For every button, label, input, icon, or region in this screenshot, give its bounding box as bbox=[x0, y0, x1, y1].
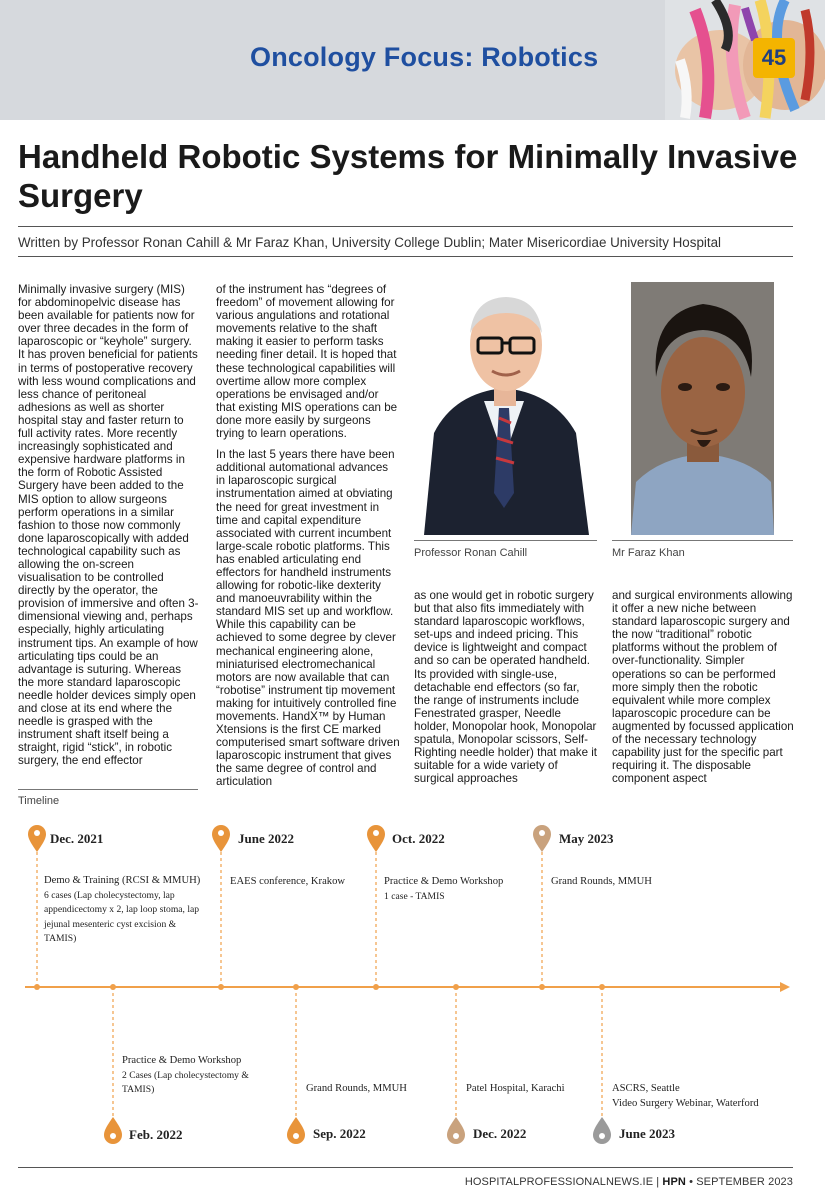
location-pin-icon bbox=[28, 825, 46, 852]
timeline-event bbox=[230, 875, 380, 890]
timeline-event-title: Grand Rounds, MMUH bbox=[306, 1083, 407, 1094]
footer-rule bbox=[18, 1167, 793, 1168]
caption-rule bbox=[612, 540, 793, 541]
timeline-event bbox=[384, 875, 534, 904]
body-paragraph: of the instrument has “degrees of freedom” of movement allowing for various angulations and rotational movements relative to the shaft making it easier to perform tasks needing finer detail. It is hoped that these technological capabilities will overtime allow more complex operations be envisaged and/or that existing MIS operations can be done more easily by surgeons trying to learn operations. bbox=[216, 283, 398, 441]
timeline-event-title: ASCRS, Seattle bbox=[612, 1083, 680, 1094]
timeline-event bbox=[466, 1082, 606, 1097]
timeline-date: Oct. 2022 bbox=[392, 831, 445, 846]
location-pin-icon bbox=[447, 1117, 465, 1144]
timeline-date: Dec. 2022 bbox=[473, 1126, 527, 1141]
location-pin-icon bbox=[593, 1117, 611, 1144]
body-column-1 bbox=[18, 283, 200, 775]
timeline-label: Timeline bbox=[18, 795, 60, 807]
timeline-event bbox=[44, 874, 204, 947]
timeline-event bbox=[612, 1082, 802, 1111]
photo-faraz-khan bbox=[631, 282, 774, 535]
timeline-event-detail: 6 cases (Lap cholecystectomy, lap appendicectomy x 2, lap loop stoma, lap jejunal mesenteric cyst excision & TAMIS) bbox=[44, 889, 200, 944]
timeline-dot bbox=[293, 984, 299, 990]
caption-rule bbox=[414, 540, 597, 541]
photo-caption-cahill: Professor Ronan Cahill bbox=[414, 547, 528, 559]
location-pin-icon bbox=[367, 825, 385, 852]
timeline-dot bbox=[453, 984, 459, 990]
photo-ronan-cahill bbox=[414, 283, 596, 535]
location-pin-icon bbox=[104, 1117, 122, 1144]
body-column-2 bbox=[216, 283, 400, 797]
footer-brand: HPN bbox=[662, 1176, 686, 1188]
timeline-date: Sep. 2022 bbox=[313, 1126, 366, 1141]
body-paragraph: In the last 5 years there have been additional automational advances in laparoscopic surgical instrumentation aimed at obviating the need for great investment in time and capital expenditure associated with current incumbent large-scale robotic platforms. This has enabled articulating end effectors for handheld instruments allowing for robotic-like dexterity and manoeuvrability within the standard MIS set up and workflow. While this capability can be achieved to some degree by clever mechanical engineering alone, miniaturised electromechanical motors are now available that can “robotise” instrument tip movement making for intuitively controlled fine movements. HandX™ by Human Xtensions is the first CE marked computerised smart software driven laparoscopic instrument that gives the same degree of control and articulation bbox=[216, 448, 400, 789]
footer-issue: SEPTEMBER 2023 bbox=[696, 1176, 793, 1188]
timeline-event-detail: Video Surgery Webinar, Waterford bbox=[612, 1097, 759, 1109]
article-title: Handheld Robotic Systems for Minimally Invasive Surgery bbox=[18, 138, 798, 214]
location-pin-icon bbox=[287, 1117, 305, 1144]
timeline-date: Dec. 2021 bbox=[50, 831, 104, 846]
location-pin-icon bbox=[212, 825, 230, 852]
timeline-dot bbox=[34, 984, 40, 990]
timeline-event-title: Demo & Training (RCSI & MMUH) bbox=[44, 875, 201, 886]
timeline-event-title: EAES conference, Krakow bbox=[230, 876, 346, 887]
location-pin-icon bbox=[533, 825, 551, 852]
section-title: Oncology Focus: Robotics bbox=[250, 42, 599, 72]
timeline-axis bbox=[25, 982, 790, 992]
timeline-dot bbox=[539, 984, 545, 990]
page-number-badge: 45 bbox=[753, 38, 795, 78]
timeline-event bbox=[306, 1082, 456, 1097]
title-rule bbox=[18, 226, 793, 227]
ribbons-hands-image bbox=[665, 0, 825, 120]
footer-site: HOSPITALPROFESSIONALNEWS.IE bbox=[464, 1176, 654, 1188]
photo-caption-khan: Mr Faraz Khan bbox=[612, 547, 685, 559]
timeline-dot bbox=[110, 984, 116, 990]
byline: Written by Professor Ronan Cahill & Mr Faraz Khan, University College Dublin; Mater Misericordiae University Hospital bbox=[18, 235, 722, 250]
body-paragraph: and surgical environments allowing it offer a new niche between standard laparoscopic surgery and the now “traditional” robotic platforms without the problem of over-functionality. Simpler operations so can be performed more simply then the robotic equivalent while more complex laparoscopic procedure can be augmented by focussed application of the necessary technology capability just for the specific part requiring it. The disposable component aspect bbox=[612, 589, 794, 786]
timeline-date: Feb. 2022 bbox=[129, 1127, 183, 1142]
timeline-event-title: Practice & Demo Workshop bbox=[122, 1055, 242, 1066]
page-footer: HOSPITALPROFESSIONALNEWS.IE | HPN • SEPTEMBER 2023 bbox=[464, 1176, 793, 1188]
byline-rule bbox=[18, 256, 793, 257]
body-column-4 bbox=[612, 589, 796, 793]
timeline-event-title: Patel Hospital, Karachi bbox=[466, 1083, 565, 1094]
timeline-dot bbox=[599, 984, 605, 990]
timeline-label-rule bbox=[18, 789, 198, 790]
timeline-date: May 2023 bbox=[559, 831, 614, 846]
timeline-event-title: Practice & Demo Workshop bbox=[384, 876, 504, 887]
body-column-3 bbox=[414, 589, 598, 793]
body-paragraph: as one would get in robotic surgery but that also fits immediately with standard laparoscopic workflows, set-ups and indeed pricing. This device is lightweight and compact and so can be operated handheld. Its provided with single-use, detachable end effectors (so far, the range of instruments include Fenestrated grasper, Needle holder, Monopolar hook, Monopolar spatula, Monopolar scissors, Self-Righting needle holder) that make it suitable for a wide variety of surgical approaches bbox=[414, 589, 598, 786]
timeline-date: June 2023 bbox=[619, 1126, 675, 1141]
body-paragraph: Minimally invasive surgery (MIS) for abdominopelvic disease has been available for patients now for over three decades in the form of laparoscopic or “keyhole” surgery. It has proven beneficial for patients in terms of postoperative recovery with less wound complications and less chance of peritoneal adhesions as well as shorter hospital stay and faster return to full activity rates. More recently increasingly sophisticated and expensive hardware platforms in the form of Robotic Assisted Surgery have been added to the MIS option to allow surgeons perform operations in a similar fashion to those now commonly done laparoscopically with added technological capability such as allowing the on-screen visualisation to be controlled directly by the operator, the provision of immersive and often 3-dimensional viewing and, perhaps especially, highly articulating instrument tips. An example of how articulating tips could be an advantage is suturing. Whereas the more standard laparoscopic needle holder devices simply open and close at its end where the needle is grasped with the instrument shaft itself being a straight, rigid “stick”, in robotic surgery, the end effector bbox=[18, 283, 199, 768]
timeline-event-title: Grand Rounds, MMUH bbox=[551, 876, 652, 887]
timeline-dot bbox=[373, 984, 379, 990]
timeline-dot bbox=[218, 984, 224, 990]
timeline-event-detail: 1 case - TAMIS bbox=[384, 890, 445, 902]
timeline-event-detail: 2 Cases (Lap cholecystectomy & TAMIS) bbox=[122, 1069, 249, 1095]
timeline-event bbox=[122, 1054, 272, 1098]
timeline-event bbox=[551, 875, 701, 890]
timeline-date: June 2022 bbox=[238, 831, 294, 846]
